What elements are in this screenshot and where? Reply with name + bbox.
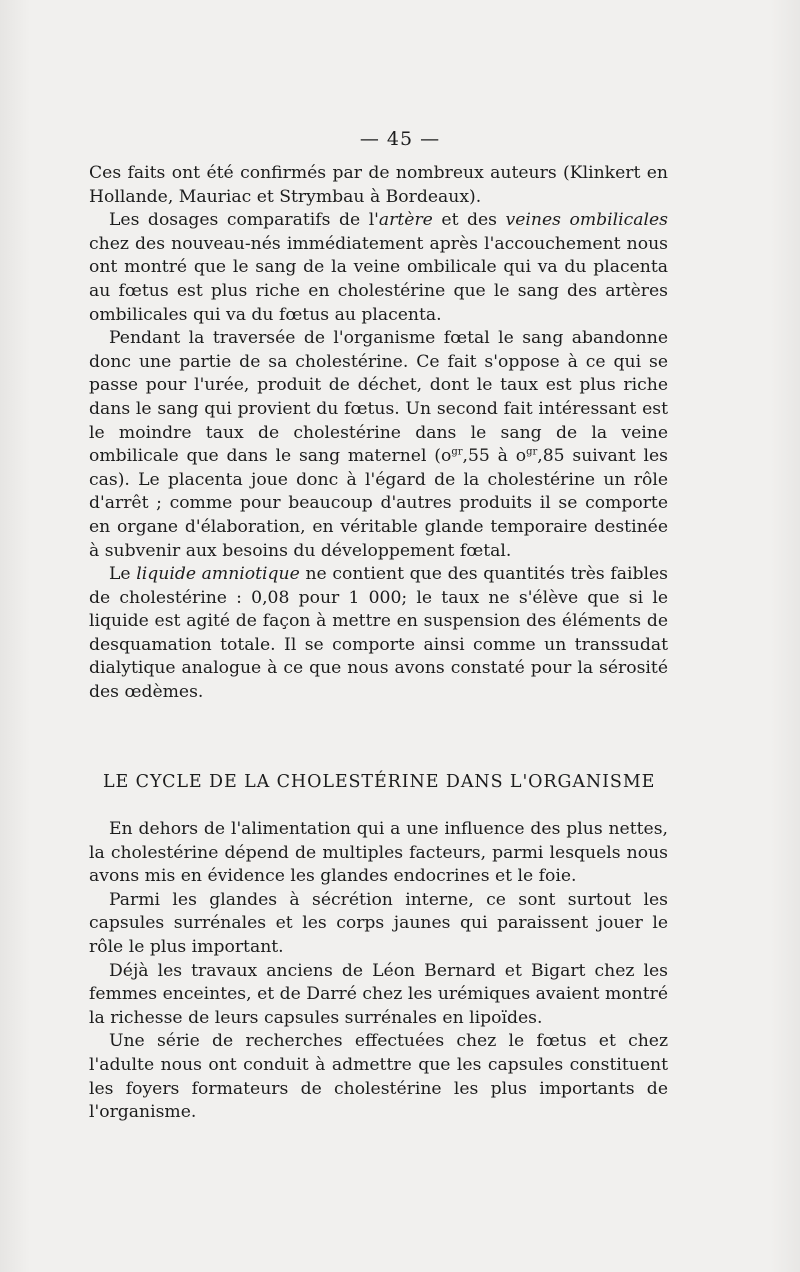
body-text-bottom [89, 818, 668, 1125]
paragraph-text: Les dosages comparatifs de l' [109, 210, 379, 231]
paragraph-text: ,85 suivant les cas). Le placenta joue donc à l'égard de la cholestérine un rôle d'arrêt ; comme pour beaucoup d'autres produits il se comporte en organe d'élaboration, en véritable glande temporaire destinée à subvenir aux besoins du développement fœtal. [89, 446, 668, 561]
paragraph: Une série de recherches effectuées chez le fœtus et chez l'adulte nous ont conduit à admettre que les capsules constituent les foyers formateurs de cholestérine les plus importants de l'organisme. [89, 1031, 668, 1123]
italic-term: veines ombilicales [505, 210, 669, 231]
paragraph: Déjà les travaux anciens de Léon Bernard et Bigart chez les femmes enceintes, et de Darré chez les urémiques avaient montré la richesse de leurs capsules surrénales en lipoïdes. [89, 960, 668, 1028]
unit-superscript: gr [526, 446, 538, 458]
paragraph-text: Ces faits ont été confirmés par de nombreux auteurs (Klinkert en Hollande, Mauriac et Strymbau à Bordeaux). [89, 163, 668, 207]
section-heading: LE CYCLE DE LA CHOLESTÉRINE DANS L'ORGANISME [103, 772, 656, 792]
unit-superscript: gr [451, 446, 463, 458]
italic-term: artère [378, 210, 433, 231]
paragraph [89, 563, 668, 705]
paragraph [89, 327, 668, 563]
page-number: — 45 — [359, 128, 441, 150]
paragraph [89, 209, 668, 327]
body-text-top [89, 162, 668, 705]
paragraph [89, 162, 668, 209]
paragraph-text: chez des nouveau-nés immédiatement après l'accouchement nous ont montré que le sang de la veine ombilicale qui va du placenta au fœtus est plus riche en cholestérine que le sang des artères ombilicales qui va du fœtus au placenta. [89, 233, 668, 325]
paragraph-text: ne contient que des quantités très faibles de cholestérine : 0,08 pour 1 000; le taux ne s'élève que si le liquide est agité de façon à mettre en suspension des éléments de desquamation totale. Il se comporte ainsi comme un transsudat dialytique analogue à ce que nous avons constaté pour la sérosité des œdèmes. [89, 564, 668, 703]
paragraph-text: Pendant la traversée de l'organisme fœtal le sang abandonne donc une partie de sa cholestérine. Ce fait s'oppose à ce qui se passe pour l'urée, produit de déchet, dont le taux est plus riche dans le sang qui provient du fœtus. Un second fait intéressant est le moindre taux de cholestérine dans le sang de la veine ombilicale que dans le sang maternel (o [89, 328, 668, 467]
paragraph: En dehors de l'alimentation qui a une influence des plus nettes, la cholestérine dépend de multiples facteurs, parmi lesquels nous avons mis en évidence les glandes endocrines et le foie. [89, 819, 668, 887]
paragraph: Parmi les glandes à sécrétion interne, ce sont surtout les capsules surrénales et les corps jaunes qui paraissent jouer le rôle le plus important. [89, 889, 668, 957]
paragraph-text: Le [109, 564, 137, 585]
paragraph-text: ,55 à o [462, 446, 527, 467]
paragraph-text: et des [432, 210, 506, 231]
italic-term: liquide amniotique [136, 564, 300, 585]
